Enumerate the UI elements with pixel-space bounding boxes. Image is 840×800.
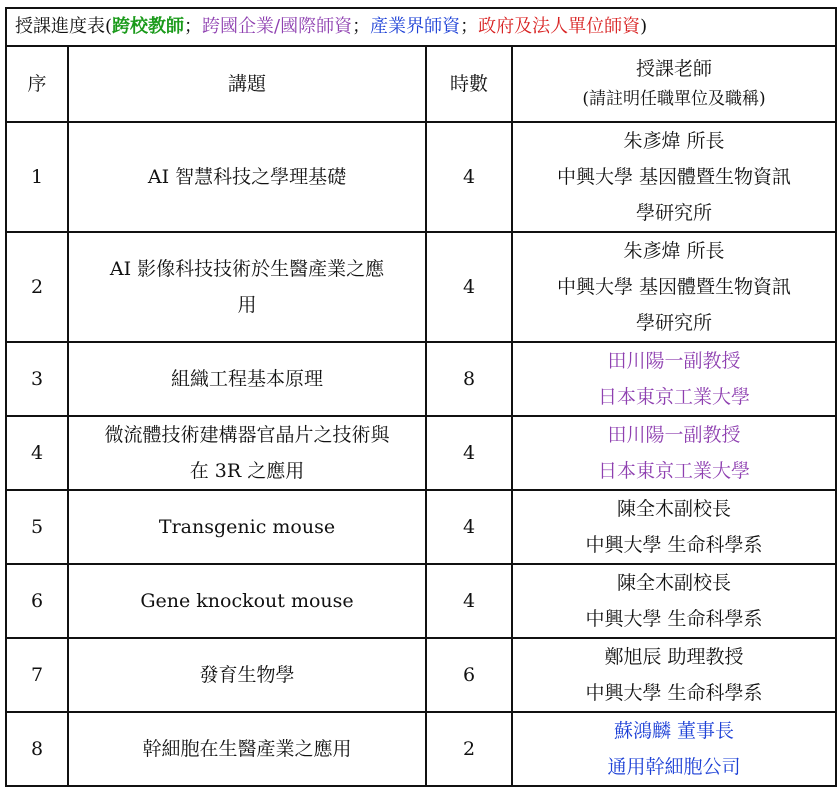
topic-line: Gene knockout mouse xyxy=(140,590,354,612)
topic-line: AI 智慧科技之學理基礎 xyxy=(147,166,347,188)
topic-line: 在 3R 之應用 xyxy=(189,460,305,482)
topic-line: 微流體技術建構器官晶片之技術與 xyxy=(104,424,390,446)
teacher-line: 中興大學 生命科學系 xyxy=(585,608,763,630)
cell-no: 5 xyxy=(6,490,68,564)
cell-no: 7 xyxy=(6,638,68,712)
table-row xyxy=(6,490,836,564)
cell-no: 2 xyxy=(6,232,68,342)
teacher-line: 鄭旭辰 助理教授 xyxy=(604,646,744,668)
teacher-line: 朱彥煒 所長 xyxy=(623,130,725,152)
cell-no: 4 xyxy=(6,416,68,490)
cell-hours: 8 xyxy=(426,342,512,416)
caption-row xyxy=(6,8,836,46)
cell-hours: 4 xyxy=(426,232,512,342)
table-body xyxy=(6,122,836,786)
cell-topic xyxy=(68,490,426,564)
cell-teacher xyxy=(512,490,836,564)
teacher-line: 蘇鴻麟 董事長 xyxy=(613,720,735,742)
table-row xyxy=(6,122,836,232)
topic-line: 幹細胞在生醫產業之應用 xyxy=(142,738,352,760)
header-teacher-title: 授課老師 xyxy=(636,58,713,80)
teacher-line: 學研究所 xyxy=(636,312,713,334)
table-caption xyxy=(6,8,836,46)
cell-hours: 4 xyxy=(426,122,512,232)
teacher-line: 通用幹細胞公司 xyxy=(607,756,741,778)
table-row xyxy=(6,638,836,712)
cell-topic xyxy=(68,564,426,638)
cell-teacher xyxy=(512,232,836,342)
teacher-line: 學研究所 xyxy=(636,202,713,224)
cell-hours: 2 xyxy=(426,712,512,786)
teacher-line: 田川陽一副教授 xyxy=(607,350,741,372)
cell-teacher xyxy=(512,416,836,490)
cell-topic xyxy=(68,712,426,786)
cell-teacher xyxy=(512,712,836,786)
cell-hours: 4 xyxy=(426,490,512,564)
header-no: 序 xyxy=(6,46,68,122)
course-schedule-table xyxy=(5,7,837,787)
teacher-line: 中興大學 生命科學系 xyxy=(585,534,763,556)
cell-hours: 4 xyxy=(426,416,512,490)
topic-line: AI 影像科技技術於生醫產業之應 xyxy=(109,258,385,280)
cell-no: 8 xyxy=(6,712,68,786)
caption-suffix: ) xyxy=(640,16,648,37)
caption-separator: ； xyxy=(460,16,479,37)
cell-no: 3 xyxy=(6,342,68,416)
table-row xyxy=(6,564,836,638)
header-hours: 時數 xyxy=(426,46,512,122)
cell-topic xyxy=(68,342,426,416)
teacher-line: 日本東京工業大學 xyxy=(598,460,751,482)
cell-topic xyxy=(68,638,426,712)
topic-line: 發育生物學 xyxy=(199,664,295,686)
cell-teacher xyxy=(512,122,836,232)
cell-hours: 4 xyxy=(426,564,512,638)
caption-cross-school: 跨校教師 xyxy=(112,16,185,37)
cell-teacher xyxy=(512,638,836,712)
cell-topic xyxy=(68,122,426,232)
header-topic: 講題 xyxy=(68,46,426,122)
table-row xyxy=(6,342,836,416)
header-teacher xyxy=(512,46,836,122)
caption-separator: ； xyxy=(352,16,371,37)
caption-industry: 產業界師資 xyxy=(370,16,461,37)
teacher-line: 朱彥煒 所長 xyxy=(623,240,725,262)
topic-line: Transgenic mouse xyxy=(158,516,336,538)
cell-hours: 6 xyxy=(426,638,512,712)
cell-teacher xyxy=(512,564,836,638)
cell-no: 1 xyxy=(6,122,68,232)
caption-separator: ； xyxy=(184,16,203,37)
header-teacher-note: (請註明任職單位及職稱) xyxy=(582,89,766,109)
table-row xyxy=(6,712,836,786)
header-row xyxy=(6,46,836,122)
caption-prefix: 授課進度表( xyxy=(15,16,113,37)
caption-government: 政府及法人單位師資 xyxy=(478,16,641,37)
teacher-line: 中興大學 基因體暨生物資訊 xyxy=(556,166,792,188)
teacher-line: 陳全木副校長 xyxy=(617,498,732,520)
topic-line: 用 xyxy=(237,294,257,316)
topic-line: 組織工程基本原理 xyxy=(170,368,323,390)
teacher-line: 中興大學 生命科學系 xyxy=(585,682,763,704)
teacher-line: 中興大學 基因體暨生物資訊 xyxy=(556,276,792,298)
caption-international: 跨國企業/國際師資 xyxy=(202,16,353,37)
cell-topic xyxy=(68,416,426,490)
cell-teacher xyxy=(512,342,836,416)
teacher-line: 陳全木副校長 xyxy=(617,572,732,594)
cell-topic xyxy=(68,232,426,342)
table-row xyxy=(6,416,836,490)
teacher-line: 田川陽一副教授 xyxy=(607,424,741,446)
teacher-line: 日本東京工業大學 xyxy=(598,386,751,408)
cell-no: 6 xyxy=(6,564,68,638)
table-row xyxy=(6,232,836,342)
